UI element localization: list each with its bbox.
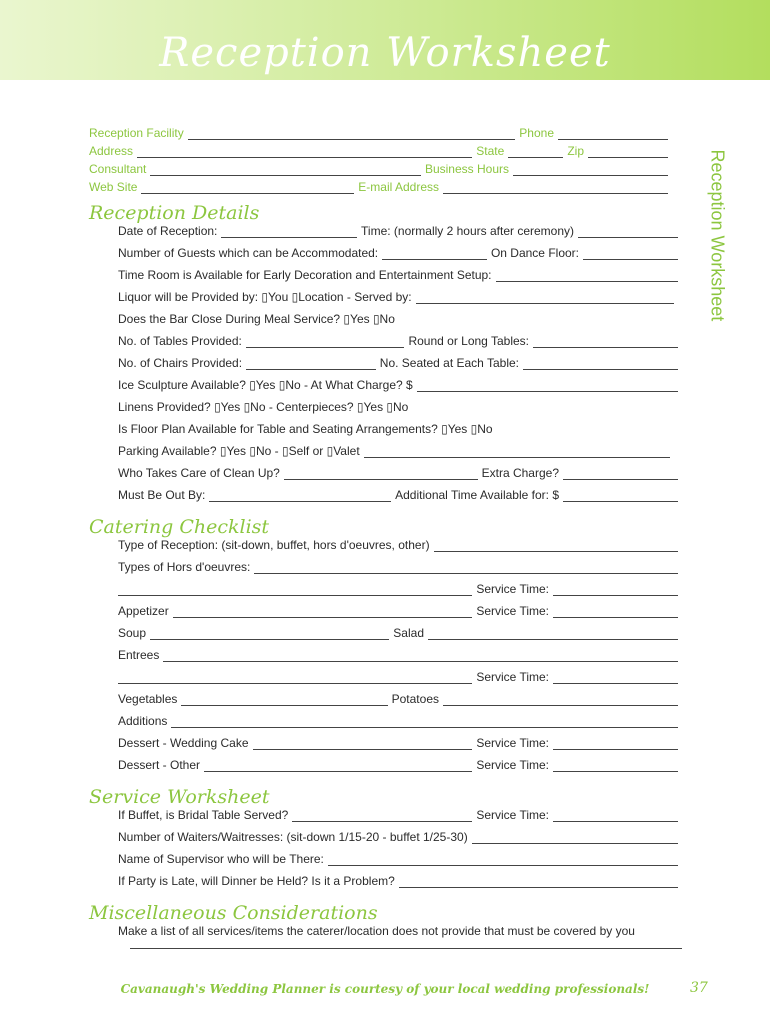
chairs-field[interactable]: [246, 358, 376, 370]
waiters-field[interactable]: [472, 832, 678, 844]
linens-row: [118, 400, 682, 414]
facility-field[interactable]: [188, 128, 516, 140]
hors-row: [118, 560, 682, 574]
entrees-service-field[interactable]: [553, 672, 678, 684]
phone-field[interactable]: [558, 128, 668, 140]
service-time-label: Service Time:: [476, 736, 549, 750]
seated-field[interactable]: [523, 358, 678, 370]
supervisor-label: Name of Supervisor who will be There:: [118, 852, 324, 866]
service-time-label: Service Time:: [476, 582, 549, 596]
liquor-row: [118, 290, 678, 304]
chairs-label: No. of Chairs Provided:: [118, 356, 243, 370]
round-field[interactable]: [533, 336, 678, 348]
liquor-field[interactable]: [416, 292, 674, 304]
dance-floor-label: On Dance Floor:: [490, 246, 579, 260]
time-field[interactable]: [578, 226, 678, 238]
room-row: [118, 268, 682, 282]
dessert-other-field[interactable]: [204, 760, 472, 772]
dessert-other-label: Dessert - Other: [118, 758, 201, 772]
potatoes-field[interactable]: [443, 694, 678, 706]
misc-row: [118, 924, 682, 938]
time-label: Time: (normally 2 hours after ceremony): [361, 224, 574, 238]
additions-row: [118, 714, 682, 728]
section-catering-checklist: Catering Checklist: [89, 516, 270, 538]
buffet-label: If Buffet, is Bridal Table Served?: [118, 808, 289, 822]
facility-row: [89, 126, 672, 140]
tables-label: No. of Tables Provided:: [118, 334, 242, 348]
ice-field[interactable]: [417, 380, 678, 392]
bar-row: [118, 312, 682, 326]
parking-label: Parking Available? ▯Yes ▯No - ▯Self or ▯Valet: [118, 444, 360, 458]
floor-plan-label: Is Floor Plan Available for Table and Seating Arrangements? ▯Yes ▯No: [118, 422, 493, 436]
consultant-field[interactable]: [150, 164, 421, 176]
appetizer-field[interactable]: [173, 606, 473, 618]
service-time-label: Service Time:: [476, 604, 549, 618]
appetizer-row: [118, 604, 682, 618]
dessert-other-row: [118, 758, 682, 772]
email-field[interactable]: [443, 182, 668, 194]
business-hours-field[interactable]: [513, 164, 668, 176]
email-label: E-mail Address: [358, 180, 439, 194]
buffet-service-field[interactable]: [553, 810, 678, 822]
phone-label: Phone: [519, 126, 554, 140]
side-title-text: Reception Worksheet: [707, 149, 728, 322]
bar-label: Does the Bar Close During Meal Service? ▯Yes ▯No: [118, 312, 395, 326]
buffet-field[interactable]: [292, 810, 472, 822]
ice-row: [118, 378, 682, 392]
room-field[interactable]: [496, 270, 678, 282]
section-misc: Miscellaneous Considerations: [89, 902, 378, 924]
date-label: Date of Reception:: [118, 224, 218, 238]
dessert-other-service-field[interactable]: [553, 760, 678, 772]
side-title: [700, 148, 728, 348]
extra-charge-field[interactable]: [563, 468, 678, 480]
date-row: [118, 224, 682, 238]
website-row: [89, 180, 672, 194]
soup-row: [118, 626, 682, 640]
supervisor-field[interactable]: [328, 854, 678, 866]
chairs-row: [118, 356, 682, 370]
reception-type-row: [118, 538, 682, 552]
zip-field[interactable]: [588, 146, 668, 158]
dance-floor-field[interactable]: [583, 248, 678, 260]
extra-charge-label: Extra Charge?: [481, 466, 559, 480]
guests-label: Number of Guests which can be Accommodated:: [118, 246, 379, 260]
cake-field[interactable]: [253, 738, 473, 750]
tables-field[interactable]: [246, 336, 405, 348]
section-reception-details: Reception Details: [89, 202, 260, 224]
cleanup-field[interactable]: [284, 468, 478, 480]
hors-service-row: [118, 582, 682, 596]
appetizer-label: Appetizer: [118, 604, 169, 618]
waiters-row: [118, 830, 682, 844]
appetizer-service-field[interactable]: [553, 606, 678, 618]
website-field[interactable]: [141, 182, 354, 194]
supervisor-row: [118, 852, 682, 866]
addl-time-label: Additional Time Available for: $: [395, 488, 559, 502]
vegetables-field[interactable]: [181, 694, 387, 706]
facility-label: Reception Facility: [89, 126, 184, 140]
late-field[interactable]: [399, 876, 678, 888]
potatoes-label: Potatoes: [391, 692, 439, 706]
parking-field[interactable]: [364, 446, 670, 458]
reception-type-label: Type of Reception: (sit-down, buffet, hors d'oeuvres, other): [118, 538, 430, 552]
entrees-row: [118, 648, 682, 662]
guests-row: [118, 246, 682, 260]
consultant-label: Consultant: [89, 162, 147, 176]
floor-plan-row: [118, 422, 682, 436]
out-row: [118, 488, 682, 502]
additions-label: Additions: [118, 714, 168, 728]
linens-label: Linens Provided? ▯Yes ▯No - Centerpieces? ▯Yes ▯No: [118, 400, 409, 414]
buffet-row: [118, 808, 682, 822]
hors-field-2[interactable]: [118, 584, 472, 596]
seated-label: No. Seated at Each Table:: [379, 356, 519, 370]
room-label: Time Room is Available for Early Decoration and Entertainment Setup:: [118, 268, 492, 282]
section-service-worksheet: Service Worksheet: [89, 786, 270, 808]
business-hours-label: Business Hours: [424, 162, 509, 176]
service-time-label: Service Time:: [476, 670, 549, 684]
address-row: [89, 144, 672, 158]
ice-label: Ice Sculpture Available? ▯Yes ▯No - At What Charge? $: [118, 378, 413, 392]
vegetables-row: [118, 692, 682, 706]
state-field[interactable]: [508, 146, 563, 158]
page-number: 37: [690, 980, 708, 996]
footer-text: Cavanaugh's Wedding Planner is courtesy of your local wedding professionals!: [120, 982, 650, 996]
title-banner: [0, 0, 770, 80]
guests-field[interactable]: [382, 248, 487, 260]
soup-field[interactable]: [150, 628, 389, 640]
late-label: If Party is Late, will Dinner be Held? Is it a Problem?: [118, 874, 395, 888]
addl-time-field[interactable]: [563, 490, 678, 502]
waiters-label: Number of Waiters/Waitresses: (sit-down 1/15-20 - buffet 1/25-30): [118, 830, 468, 844]
additions-field[interactable]: [171, 716, 678, 728]
reception-type-field[interactable]: [434, 540, 678, 552]
vegetables-label: Vegetables: [118, 692, 178, 706]
service-time-label: Service Time:: [476, 758, 549, 772]
address-field[interactable]: [137, 146, 472, 158]
round-label: Round or Long Tables:: [408, 334, 529, 348]
salad-label: Salad: [393, 626, 424, 640]
out-field[interactable]: [209, 490, 391, 502]
cleanup-label: Who Takes Care of Clean Up?: [118, 466, 280, 480]
cleanup-row: [118, 466, 682, 480]
out-label: Must Be Out By:: [118, 488, 206, 502]
hors-service-field[interactable]: [553, 584, 678, 596]
consultant-row: [89, 162, 672, 176]
entrees-service-row: [118, 670, 682, 684]
state-label: State: [476, 144, 505, 158]
cake-row: [118, 736, 682, 750]
cake-service-field[interactable]: [553, 738, 678, 750]
soup-label: Soup: [118, 626, 147, 640]
entrees-field-2[interactable]: [118, 672, 472, 684]
tables-row: [118, 334, 682, 348]
misc-field[interactable]: [130, 948, 682, 949]
salad-field[interactable]: [428, 628, 678, 640]
zip-label: Zip: [567, 144, 584, 158]
service-time-label: Service Time:: [476, 808, 549, 822]
late-row: [118, 874, 682, 888]
website-label: Web Site: [89, 180, 138, 194]
date-field[interactable]: [221, 226, 357, 238]
cake-label: Dessert - Wedding Cake: [118, 736, 249, 750]
hors-field[interactable]: [254, 562, 678, 574]
address-label: Address: [89, 144, 134, 158]
entrees-field[interactable]: [163, 650, 678, 662]
misc-text: Make a list of all services/items the caterer/location does not provide that must be covered by you: [118, 924, 635, 938]
entrees-label: Entrees: [118, 648, 160, 662]
parking-row: [118, 444, 674, 458]
page-title: Reception Worksheet: [159, 30, 611, 76]
hors-label: Types of Hors d'oeuvres:: [118, 560, 251, 574]
liquor-label: Liquor will be Provided by: ▯You ▯Location - Served by:: [118, 290, 412, 304]
